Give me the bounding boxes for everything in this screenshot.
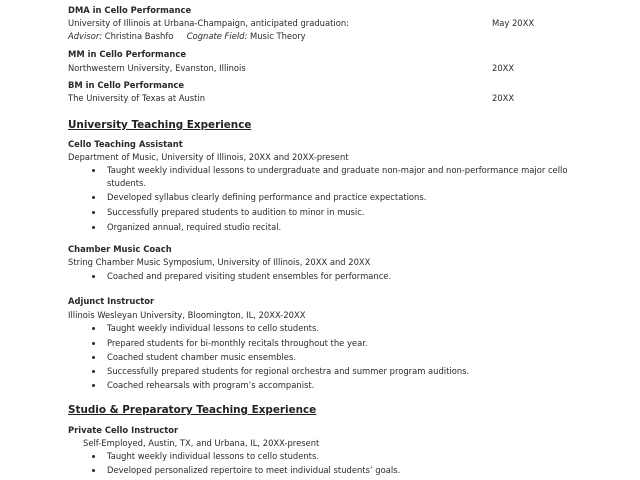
cognate-field: Music Theory: [250, 31, 306, 41]
section-heading-studio: Studio & Preparatory Teaching Experience: [68, 404, 317, 416]
advisor-line: [68, 32, 306, 40]
date-dma: May 20XX: [492, 18, 535, 28]
bullet-text: Coached student chamber music ensembles.: [107, 352, 296, 362]
date-mm: 20XX: [492, 63, 515, 73]
job-title-chamber-coach: Chamber Music Coach: [68, 244, 172, 254]
job-org-chamber-coach: String Chamber Music Symposium, University of Illinois, 20XX and 20XX: [68, 257, 371, 267]
bullet-icon: [92, 469, 95, 472]
bullet-icon: [92, 196, 95, 199]
school-bm: The University of Texas at Austin: [68, 93, 206, 103]
bullet-icon: [92, 342, 95, 345]
job-title-private-instructor: Private Cello Instructor: [68, 425, 179, 435]
job-org-cello-ta: Department of Music, University of Illinois, 20XX and 20XX-present: [68, 152, 349, 162]
job-org-private-instructor: Self-Employed, Austin, TX, and Urbana, IL, 20XX-present: [83, 438, 320, 448]
bullet-icon: [92, 169, 95, 172]
section-heading-university: University Teaching Experience: [68, 119, 252, 131]
date-bm: 20XX: [492, 93, 515, 103]
bullet-text: Prepared students for bi-monthly recitals throughout the year.: [107, 338, 368, 348]
bullet-text: Taught weekly individual lessons to cello students.: [107, 323, 319, 333]
advisor-label: Advisor:: [68, 31, 103, 41]
job-title-cello-ta: Cello Teaching Assistant: [68, 139, 183, 149]
bullet-text: Taught weekly individual lessons to undergraduate and graduate non-major and non-performance major cello: [107, 165, 568, 175]
bullet-text: Coached and prepared visiting student ensembles for performance.: [107, 271, 392, 281]
bullet-icon: [92, 384, 95, 387]
job-title-adjunct: Adjunct Instructor: [68, 296, 155, 306]
degree-dma: DMA in Cello Performance: [68, 5, 192, 15]
bullet-icon: [92, 455, 95, 458]
bullet-icon: [92, 356, 95, 359]
bullet-text: Developed syllabus clearly defining performance and practice expectations.: [107, 192, 427, 202]
bullet-icon: [92, 327, 95, 330]
degree-mm: MM in Cello Performance: [68, 49, 187, 59]
bullet-icon: [92, 226, 95, 229]
bullet-text: Developed personalized repertoire to meet individual students’ goals.: [107, 465, 401, 475]
bullet-text: Successfully prepared students for regional orchestra and summer program auditions.: [107, 366, 470, 376]
bullet-text: Coached rehearsals with program’s accompanist.: [107, 380, 315, 390]
school-dma: University of Illinois at Urbana-Champaign, anticipated graduation:: [68, 18, 349, 28]
bullet-text: students.: [107, 178, 147, 188]
bullet-icon: [92, 370, 95, 373]
bullet-text: Successfully prepared students to audition to minor in music.: [107, 207, 365, 217]
school-mm: Northwestern University, Evanston, Illinois: [68, 63, 246, 73]
cognate-label: Cognate Field:: [186, 31, 248, 41]
bullet-icon: [92, 275, 95, 278]
advisor-name: Christina Bashfo: [104, 31, 174, 41]
bullet-icon: [92, 211, 95, 214]
degree-bm: BM in Cello Performance: [68, 80, 185, 90]
job-org-adjunct: Illinois Wesleyan University, Bloomington, IL, 20XX-20XX: [68, 310, 306, 320]
bullet-text: Organized annual, required studio recital.: [107, 222, 282, 232]
bullet-text: Taught weekly individual lessons to cello students.: [107, 451, 319, 461]
